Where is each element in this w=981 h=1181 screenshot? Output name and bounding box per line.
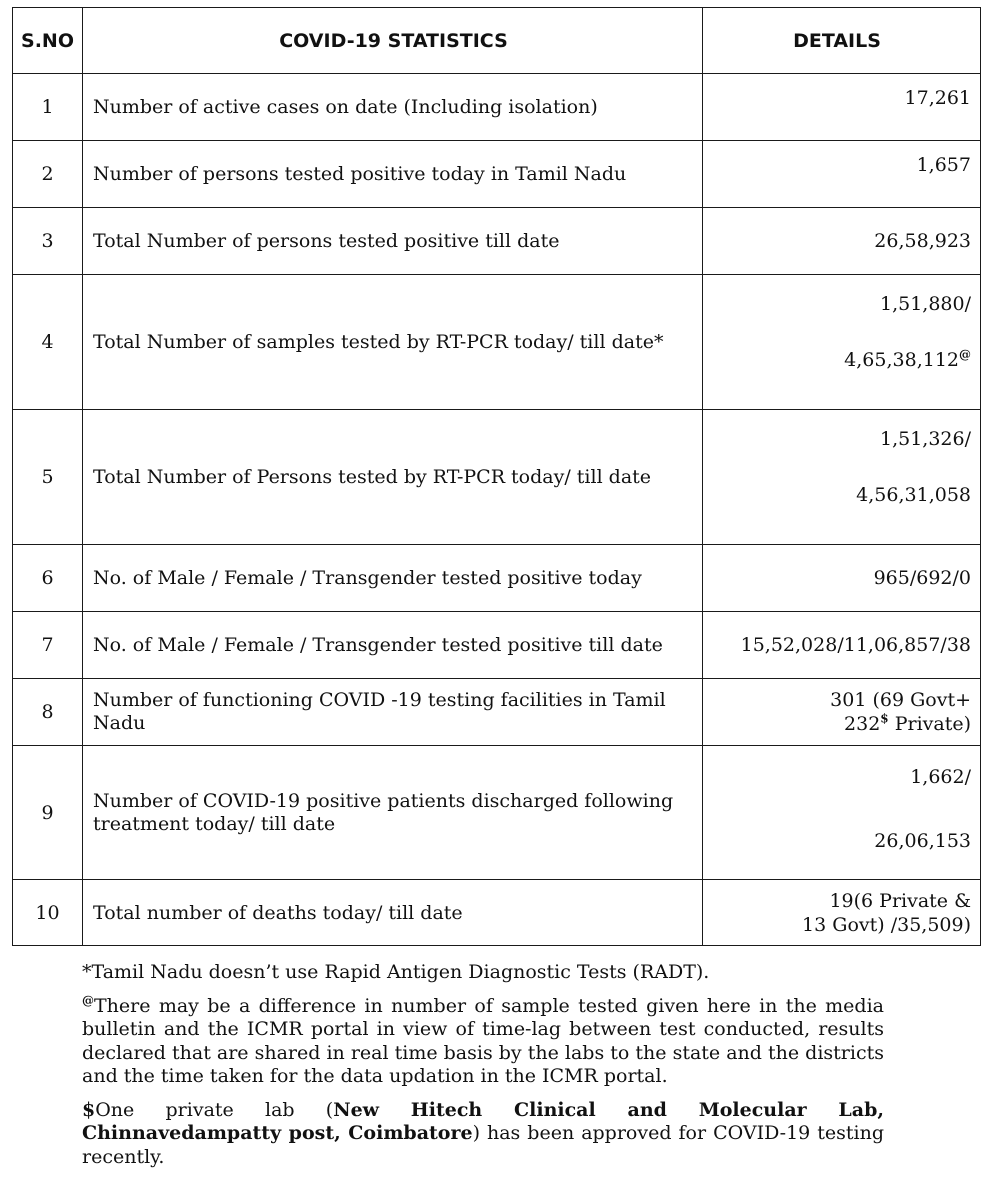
at-footnote-mark: @ [82, 993, 94, 1008]
row-statistic: Total Number of Persons tested by RT-PCR today/ till date [83, 410, 703, 545]
table-row [13, 74, 981, 141]
detail-today: 1,662/ [910, 766, 971, 788]
row-detail: 15,52,028/11,06,857/38 [703, 612, 981, 679]
row-detail: 26,58,923 [703, 208, 981, 275]
row-sno: 2 [13, 141, 83, 208]
detail-till-date: 4,56,31,058 [856, 484, 971, 506]
detail-today: 1,51,880/ [879, 293, 971, 315]
table-row [13, 141, 981, 208]
footnote-private-lab-name: New Hitech Clinical and Molecular Lab, Chinnavedampatty post, Coimbatore [82, 1098, 885, 1144]
table-row [13, 880, 981, 946]
detail-till-date: 26,06,153 [874, 830, 971, 852]
covid-statistics-table [12, 7, 981, 946]
row-detail [703, 679, 981, 746]
row-detail [703, 880, 981, 946]
row-sno: 10 [13, 880, 83, 946]
row-detail: 1,657 [703, 141, 981, 208]
footnote-private-lab [82, 1099, 884, 1170]
row-statistic: No. of Male / Female / Transgender tested positive till date [83, 612, 703, 679]
detail-line-2: 13 Govt) /35,509) [802, 913, 971, 936]
row-sno: 5 [13, 410, 83, 545]
footnote-private-lab-text-b: ) has been approved for COVID-19 testing recently. [82, 1122, 884, 1168]
row-statistic: Total Number of persons tested positive till date [83, 208, 703, 275]
footnote-radt: *Tamil Nadu doesn’t use Rapid Antigen Diagnostic Tests (RADT). [82, 961, 710, 983]
table-row [13, 612, 981, 679]
footnotes [82, 961, 884, 1179]
row-detail [703, 410, 981, 545]
dollar-footnote-mark: $ [880, 711, 889, 726]
row-statistic: Number of COVID-19 positive patients discharged following treatment today/ till date [83, 746, 703, 880]
table-row [13, 275, 981, 410]
table-row [13, 410, 981, 545]
row-statistic: Number of persons tested positive today in Tamil Nadu [83, 141, 703, 208]
row-detail: 17,261 [703, 74, 981, 141]
dollar-footnote-mark: $ [82, 1098, 96, 1121]
footnote-private-lab-text-a: One private lab ( [95, 1098, 334, 1121]
footnote-icmr-text: There may be a difference in number of sample tested given here in the media bulletin and the ICMR portal in view of time-lag between test conducted, results declared that are shared in real time basis by the labs to the state and the districts and the time taken for the data updation in the ICMR portal. [82, 994, 884, 1087]
table-row [13, 679, 981, 746]
row-detail: 965/692/0 [703, 545, 981, 612]
header-statistics: COVID-19 STATISTICS [83, 8, 703, 74]
bulletin-page [12, 7, 981, 946]
table-row [13, 746, 981, 880]
row-sno: 9 [13, 746, 83, 880]
footnote-icmr [82, 995, 884, 1089]
header-details: DETAILS [703, 8, 981, 74]
row-sno: 6 [13, 545, 83, 612]
row-sno: 4 [13, 275, 83, 410]
detail-till-date [703, 349, 971, 371]
row-detail [703, 275, 981, 410]
at-footnote-mark: @ [959, 347, 971, 362]
row-statistic: Number of active cases on date (Including isolation) [83, 74, 703, 141]
table-header-row [13, 8, 981, 74]
detail-line-1: 19(6 Private & [829, 889, 971, 912]
row-sno: 3 [13, 208, 83, 275]
table-row [13, 208, 981, 275]
row-statistic: Total number of deaths today/ till date [83, 880, 703, 946]
row-sno: 1 [13, 74, 83, 141]
row-sno: 7 [13, 612, 83, 679]
row-statistic: Total Number of samples tested by RT-PCR today/ till date* [83, 275, 703, 410]
detail-private-label: Private) [888, 713, 971, 735]
detail-line-1: 301 (69 Govt+ [830, 689, 971, 711]
row-statistic: Number of functioning COVID -19 testing facilities in Tamil Nadu [83, 679, 703, 746]
table-row [13, 545, 981, 612]
detail-line-2 [703, 712, 971, 736]
header-sno: S.NO [13, 8, 83, 74]
row-statistic: No. of Male / Female / Transgender tested positive today [83, 545, 703, 612]
row-sno: 8 [13, 679, 83, 746]
detail-private-count: 232 [844, 713, 881, 735]
row-detail [703, 746, 981, 880]
detail-today: 1,51,326/ [879, 428, 971, 450]
detail-till-date-value: 4,65,38,112 [844, 349, 959, 371]
